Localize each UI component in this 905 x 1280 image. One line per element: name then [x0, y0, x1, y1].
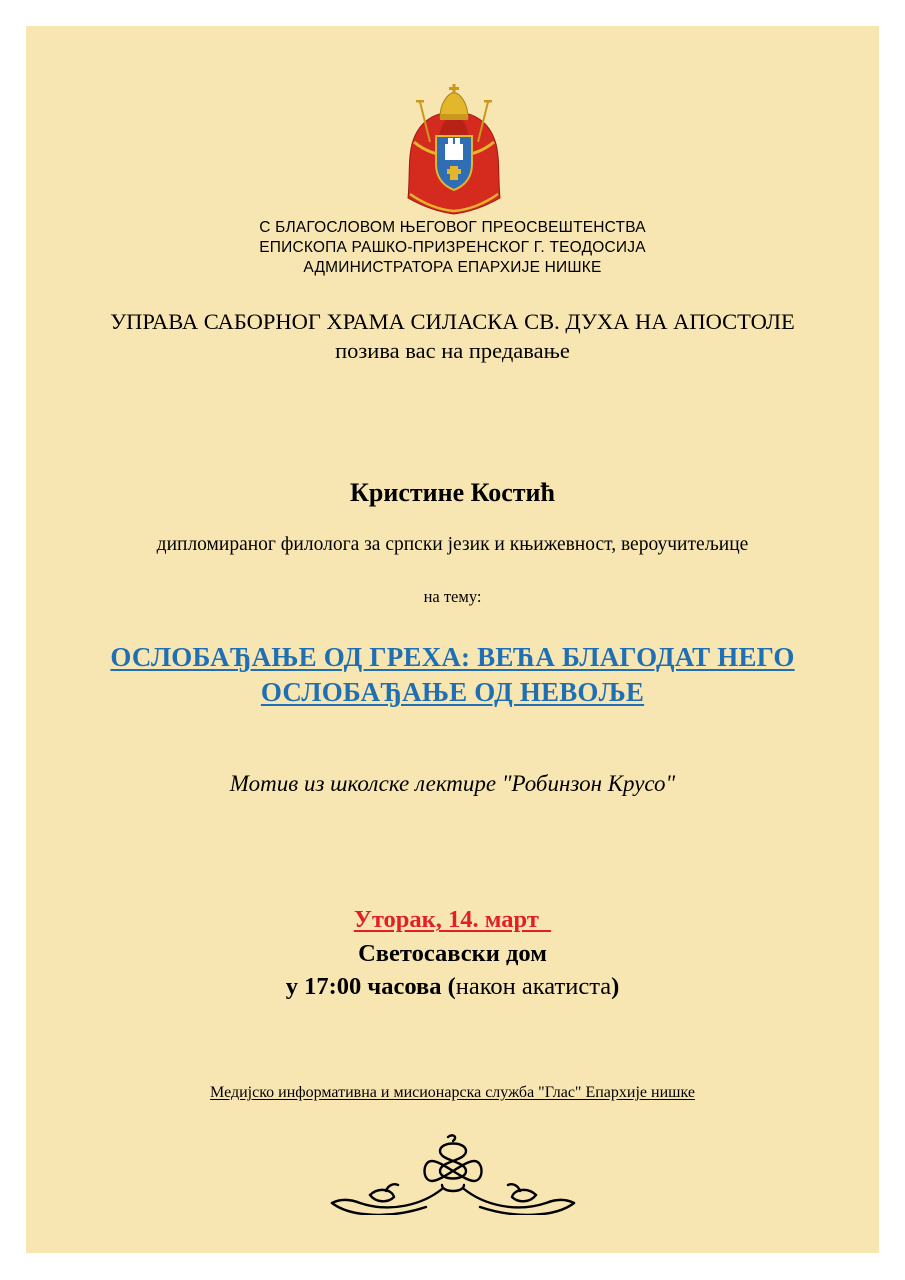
topic-label: на тему: [423, 587, 482, 606]
blessing-line-1: С БЛАГОСЛОВОМ ЊЕГОВОГ ПРЕОСВЕШТЕНСТВА [259, 219, 646, 236]
lecture-title-line-2: ОСЛОБАЂАЊЕ ОД НЕВОЉЕ [260, 677, 645, 707]
event-time [26, 971, 879, 1002]
event-date [26, 905, 879, 935]
organizer-line: УПРАВА САБОРНОГ ХРАМА СИЛАСКА СВ. ДУХА НА АПОСТОЛЕ [110, 309, 795, 334]
invitation-page [26, 26, 879, 1253]
speaker-credentials: дипломираног филолога за српски језик и књижевност, вероучитељице [156, 534, 749, 555]
event-time-note: након акатиста [455, 973, 612, 1000]
lecture-title [26, 640, 879, 710]
footer-service [26, 1082, 879, 1104]
lecture-title-line-1: ОСЛОБАЂАЊЕ ОД ГРЕХА: ВЕЋА БЛАГОДАТ НЕГО [110, 642, 795, 672]
invites-line: позива вас на предавање [335, 338, 570, 363]
event-time-paren-close: ) [611, 973, 620, 1000]
event-date-text: Уторак, 14. март [353, 906, 552, 933]
blessing-block [26, 218, 879, 278]
blessing-line-2: ЕПИСКОПА РАШКО-ПРИЗРЕНСКОГ Г. ТЕОДОСИЈА [259, 239, 646, 256]
coat-of-arms-icon [404, 82, 504, 218]
speaker-name: Кристине Костић [350, 478, 555, 507]
event-venue: Светосавски дом [358, 940, 547, 967]
footer-service-text: Медијско информативна и мисионарска служба "Глас" Епархије нишке [210, 1084, 695, 1101]
motif-line: Мотив из школске лектире "Робинзон Крусо" [229, 771, 676, 796]
blessing-line-3: АДМИНИСТРАТОРА ЕПАРХИЈЕ НИШКЕ [303, 259, 602, 276]
knot-ornament-icon [330, 1133, 576, 1215]
event-time-paren-open: ( [441, 973, 456, 1000]
event-time-main: у 17:00 часова [285, 973, 442, 1000]
invitation-block [26, 307, 879, 365]
